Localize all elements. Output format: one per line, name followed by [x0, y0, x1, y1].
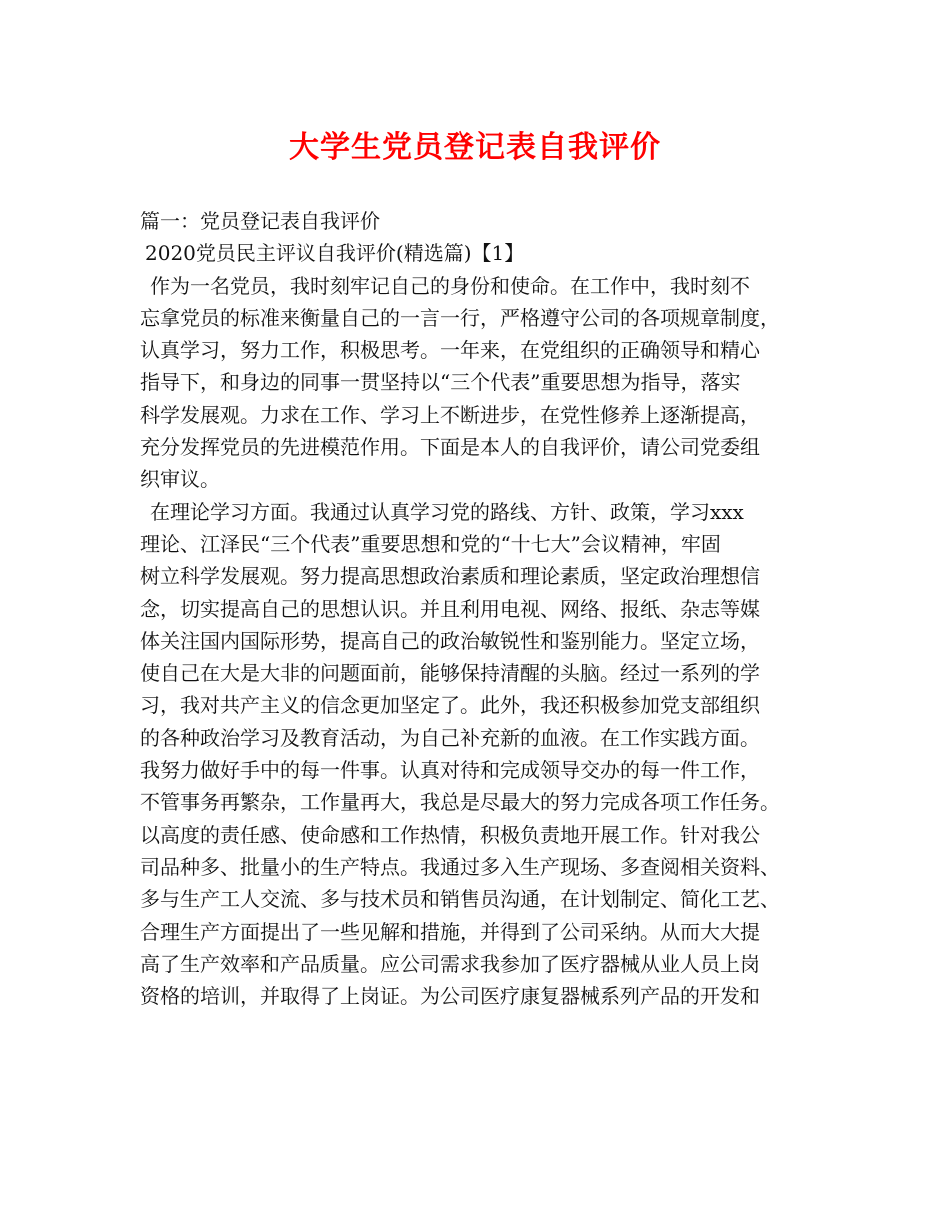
paragraph-line: 认真学习，努力工作，积极思考。一年来，在党组织的正确领导和精心 [140, 338, 760, 363]
paragraph-line: 使自己在大是大非的问题面前，能够保持清醒的头脑。经过一系列的学 [140, 661, 760, 686]
paragraph-line: 我努力做好手中的每一件事。认真对待和完成领导交办的每一件工作， [140, 758, 760, 783]
paragraph-line: 在理论学习方面。我通过认真学习党的路线、方针、政策，学习xxx [150, 499, 744, 524]
section-heading: 篇一：党员登记表自我评价 [140, 209, 380, 233]
paragraph-line: 合理生产方面提出了一些见解和措施，并得到了公司采纳。从而大大提 [140, 919, 760, 944]
paragraph-line: 多与生产工人交流、多与技术员和销售员沟通，在计划制定、简化工艺、 [140, 887, 780, 912]
paragraph-line: 习，我对共产主义的信念更加坚定了。此外，我还积极参加党支部组织 [140, 693, 760, 718]
paragraph-line: 作为一名党员，我时刻牢记自己的身份和使命。在工作中，我时刻不 [150, 273, 750, 298]
paragraph-line: 念，切实提高自己的思想认识。并且利用电视、网络、报纸、杂志等媒 [140, 596, 760, 621]
paragraph-line: 理论、江泽民“三个代表”重要思想和党的“十七大”会议精神，牢固 [140, 531, 721, 556]
paragraph-line: 科学发展观。力求在工作、学习上不断进步，在党性修养上逐渐提高， [140, 402, 760, 427]
paragraph-line: 高了生产效率和产品质量。应公司需求我参加了医疗器械从业人员上岗 [140, 951, 760, 976]
paragraph-line: 的各种政治学习及教育活动，为自己补充新的血液。在工作实践方面。 [140, 725, 760, 750]
paragraph-line: 织审议。 [140, 467, 220, 492]
paragraph-line: 树立科学发展观。努力提高思想政治素质和理论素质，坚定政治理想信 [140, 564, 760, 589]
paragraph-line: 资格的培训，并取得了上岗证。为公司医疗康复器械系列产品的开发和 [140, 984, 760, 1009]
document-title: 大学生党员登记表自我评价 [289, 130, 661, 165]
document-body [140, 205, 840, 1012]
paragraph-line: 以高度的责任感、使命感和工作热情，积极负责地开展工作。针对我公 [140, 822, 760, 847]
paragraph-line: 指导下，和身边的同事一贯坚持以“三个代表”重要思想为指导，落实 [140, 370, 741, 395]
paragraph-line: 充分发挥党员的先进模范作用。下面是本人的自我评价，请公司党委组 [140, 435, 760, 460]
subsection-heading: 2020党员民主评议自我评价(精选篇)【1】 [145, 241, 525, 266]
paragraph-line: 不管事务再繁杂，工作量再大，我总是尽最大的努力完成各项工作任务。 [140, 790, 780, 815]
paragraph-line: 忘拿党员的标准来衡量自己的一言一行，严格遵守公司的各项规章制度， [140, 305, 780, 330]
paragraph-line: 司品种多、批量小的生产特点。我通过多入生产现场、多查阅相关资料、 [140, 854, 780, 879]
paragraph-line: 体关注国内国际形势，提高自己的政治敏锐性和鉴别能力。坚定立场， [140, 628, 760, 653]
